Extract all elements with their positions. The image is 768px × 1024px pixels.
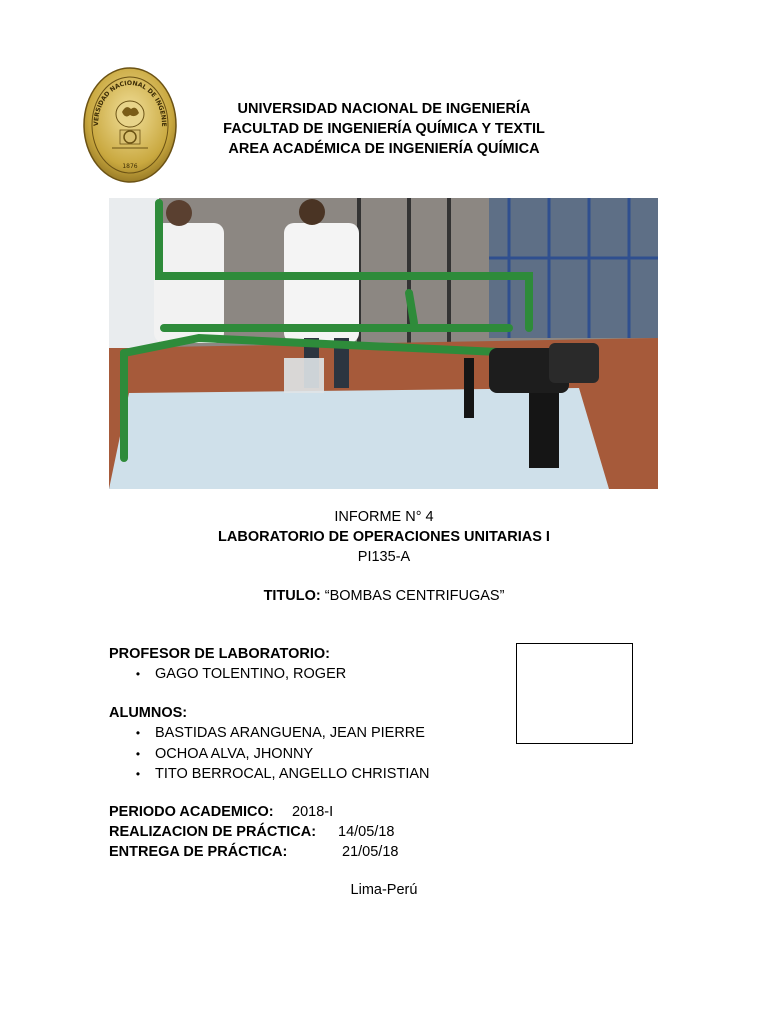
list-item: [109, 664, 489, 685]
students-section: [109, 703, 509, 785]
location-footer: Lima-Perú: [350, 882, 418, 898]
student-photo-box: [516, 643, 633, 744]
list-item: [109, 723, 509, 744]
seal-year: 1876: [122, 163, 138, 170]
course-code: PI135-A: [357, 549, 411, 565]
academic-area: AREA ACADÉMICA DE INGENIERÍA QUÍMICA: [228, 141, 540, 157]
professor-name: GAGO TOLENTINO, ROGER: [155, 666, 347, 682]
list-item: [109, 764, 509, 785]
students-list: [109, 723, 509, 785]
bullet-icon: •: [135, 726, 141, 740]
university-seal-logo: [82, 66, 178, 184]
bullet-icon: •: [135, 667, 141, 681]
svg-text:UNIVERSIDAD NACIONAL DE INGENI: VERSIDAD NACIONAL DE INGENIE: [92, 79, 168, 127]
student-name: TITO BERROCAL, ANGELLO CHRISTIAN: [155, 766, 430, 782]
title-value: “BOMBAS CENTRIFUGAS”: [324, 588, 505, 604]
practice-date-row: [109, 822, 509, 842]
bullet-icon: •: [135, 746, 141, 761]
professor-heading: PROFESOR DE LABORATORIO:: [109, 646, 330, 662]
institution-header: [190, 99, 578, 159]
practice-date-label: REALIZACION DE PRÁCTICA:: [109, 824, 317, 840]
delivery-date-row: [109, 842, 509, 862]
delivery-date-label: ENTREGA DE PRÁCTICA:: [109, 844, 288, 860]
course-name: LABORATORIO DE OPERACIONES UNITARIAS I: [218, 529, 550, 545]
lab-equipment-photo: [109, 198, 658, 489]
university-name: UNIVERSIDAD NACIONAL DE INGENIERÍA: [237, 101, 531, 117]
period-row: [109, 802, 509, 822]
delivery-date-value: 21/05/18: [342, 844, 399, 860]
student-name: OCHOA ALVA, JHONNY: [155, 745, 314, 762]
professor-section: [109, 644, 489, 685]
bullet-icon: •: [135, 767, 141, 781]
report-title: [84, 587, 684, 607]
title-label: TITULO:: [263, 588, 321, 604]
period-label: PERIODO ACADEMICO:: [109, 804, 274, 820]
period-value: 2018-I: [292, 804, 334, 820]
list-item: [109, 744, 509, 765]
report-number: INFORME N° 4: [334, 509, 434, 525]
practice-date-value: 14/05/18: [338, 824, 395, 840]
student-name: BASTIDAS ARANGUENA, JEAN PIERRE: [155, 725, 425, 741]
professor-list: [109, 664, 489, 685]
faculty-name: FACULTAD DE INGENIERÍA QUÍMICA Y TEXTIL: [223, 121, 545, 137]
students-heading: ALUMNOS:: [109, 705, 188, 721]
